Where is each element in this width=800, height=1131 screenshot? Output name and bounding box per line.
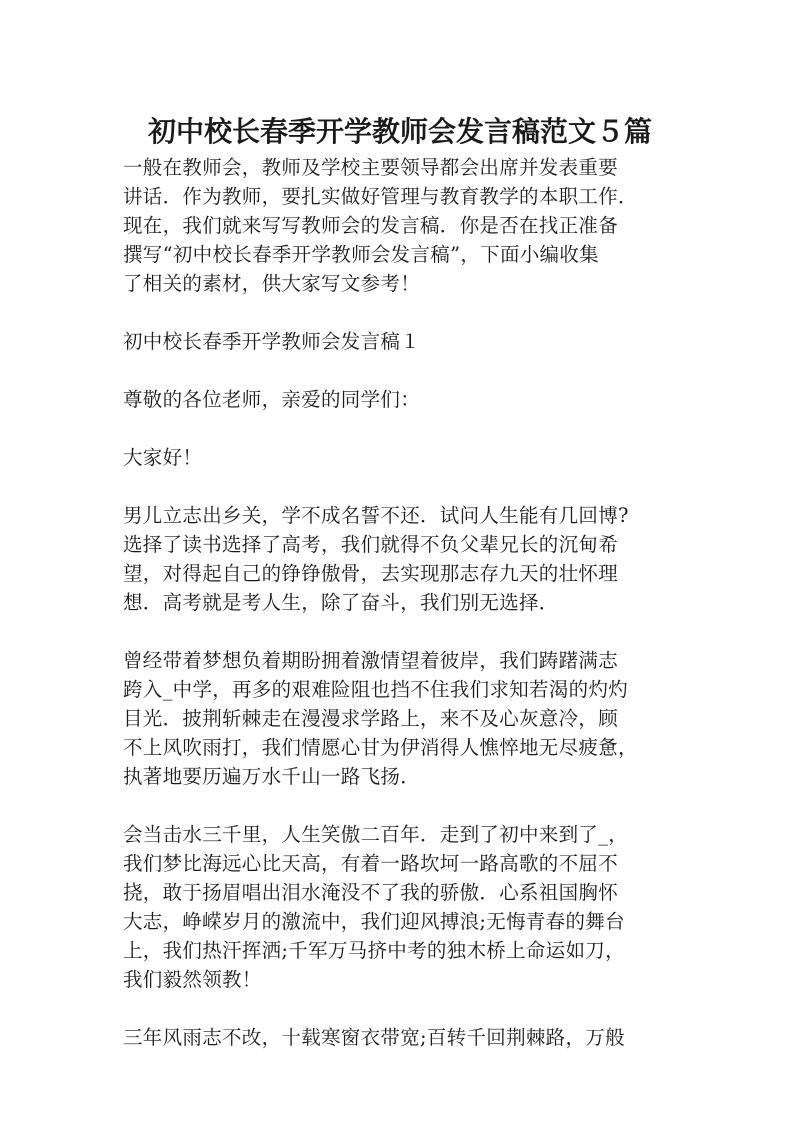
greeting <box>123 443 668 472</box>
text-line: 不上风吹雨打，我们情愿心甘为伊消得人憔悴地无尽疲惫， <box>123 736 638 759</box>
text-line: 尊敬的各位老师，亲爱的同学们： <box>123 388 421 411</box>
text-line: 想．高考就是考人生，除了奋斗，我们别无选择． <box>123 591 559 614</box>
text-line: 望，对得起自己的铮铮傲骨，去实现那志存九天的壮怀理 <box>123 562 619 585</box>
text-line: 三年风雨志不改，十载寒窗衣带宽;百转千回荆棘路，万般 <box>123 1026 625 1049</box>
text-line: 了相关的素材，供大家写文参考！ <box>123 272 421 295</box>
section-heading <box>123 327 668 356</box>
intro-paragraph <box>123 153 668 298</box>
text-line: 跨入_中学，再多的艰难险阻也挡不住我们求知若渴的灼灼 <box>123 678 629 701</box>
body-paragraph <box>123 646 668 791</box>
text-line: 撰写“初中校长春季开学教师会发言稿”，下面小编收集 <box>123 243 599 266</box>
text-line: 曾经带着梦想负着期盼拥着激情望着彼岸，我们踌躇满志 <box>123 649 619 672</box>
text-line: 我们梦比海远心比天高，有着一路坎坷一路高歌的不屈不 <box>123 852 619 875</box>
text-line: 初中校长春季开学教师会发言稿１ <box>123 330 421 353</box>
text-line: 大家好！ <box>123 446 203 469</box>
text-line: 目光．披荆斩棘走在漫漫求学路上，来不及心灰意冷，顾 <box>123 707 619 730</box>
salutation <box>123 385 668 414</box>
text-line: 会当击水三千里，人生笑傲二百年．走到了初中来到了_， <box>123 823 629 846</box>
body-paragraph <box>123 1023 668 1052</box>
text-line: 讲话．作为教师，要扎实做好管理与教育教学的本职工作． <box>123 185 638 208</box>
document-title: 初中校长春季开学教师会发言稿范文５篇 <box>147 115 652 148</box>
text-line: 挠，敢于扬眉唱出泪水淹没不了我的骄傲．心系祖国胸怀 <box>123 881 619 904</box>
body-paragraph <box>123 820 668 994</box>
text-line: 一般在教师会，教师及学校主要领导都会出席并发表重要 <box>123 156 619 179</box>
document-body <box>123 153 668 1081</box>
text-line: 我们毅然领教！ <box>123 968 262 991</box>
text-line: 男儿立志出乡关，学不成名誓不还．试问人生能有几回博? <box>123 504 629 527</box>
text-line: 大志，峥嵘岁月的激流中，我们迎风搏浪;无悔青春的舞台 <box>123 910 625 933</box>
text-line: 选择了读书选择了高考，我们就得不负父辈兄长的沉甸希 <box>123 533 619 556</box>
text-line: 现在，我们就来写写教师会的发言稿．你是否在找正准备 <box>123 214 619 237</box>
text-line: 上，我们热汗挥洒;千军万马挤中考的独木桥上命运如刀， <box>123 939 625 962</box>
body-paragraph <box>123 501 668 617</box>
text-line: 执著地要历遍万水千山一路飞扬． <box>123 765 421 788</box>
